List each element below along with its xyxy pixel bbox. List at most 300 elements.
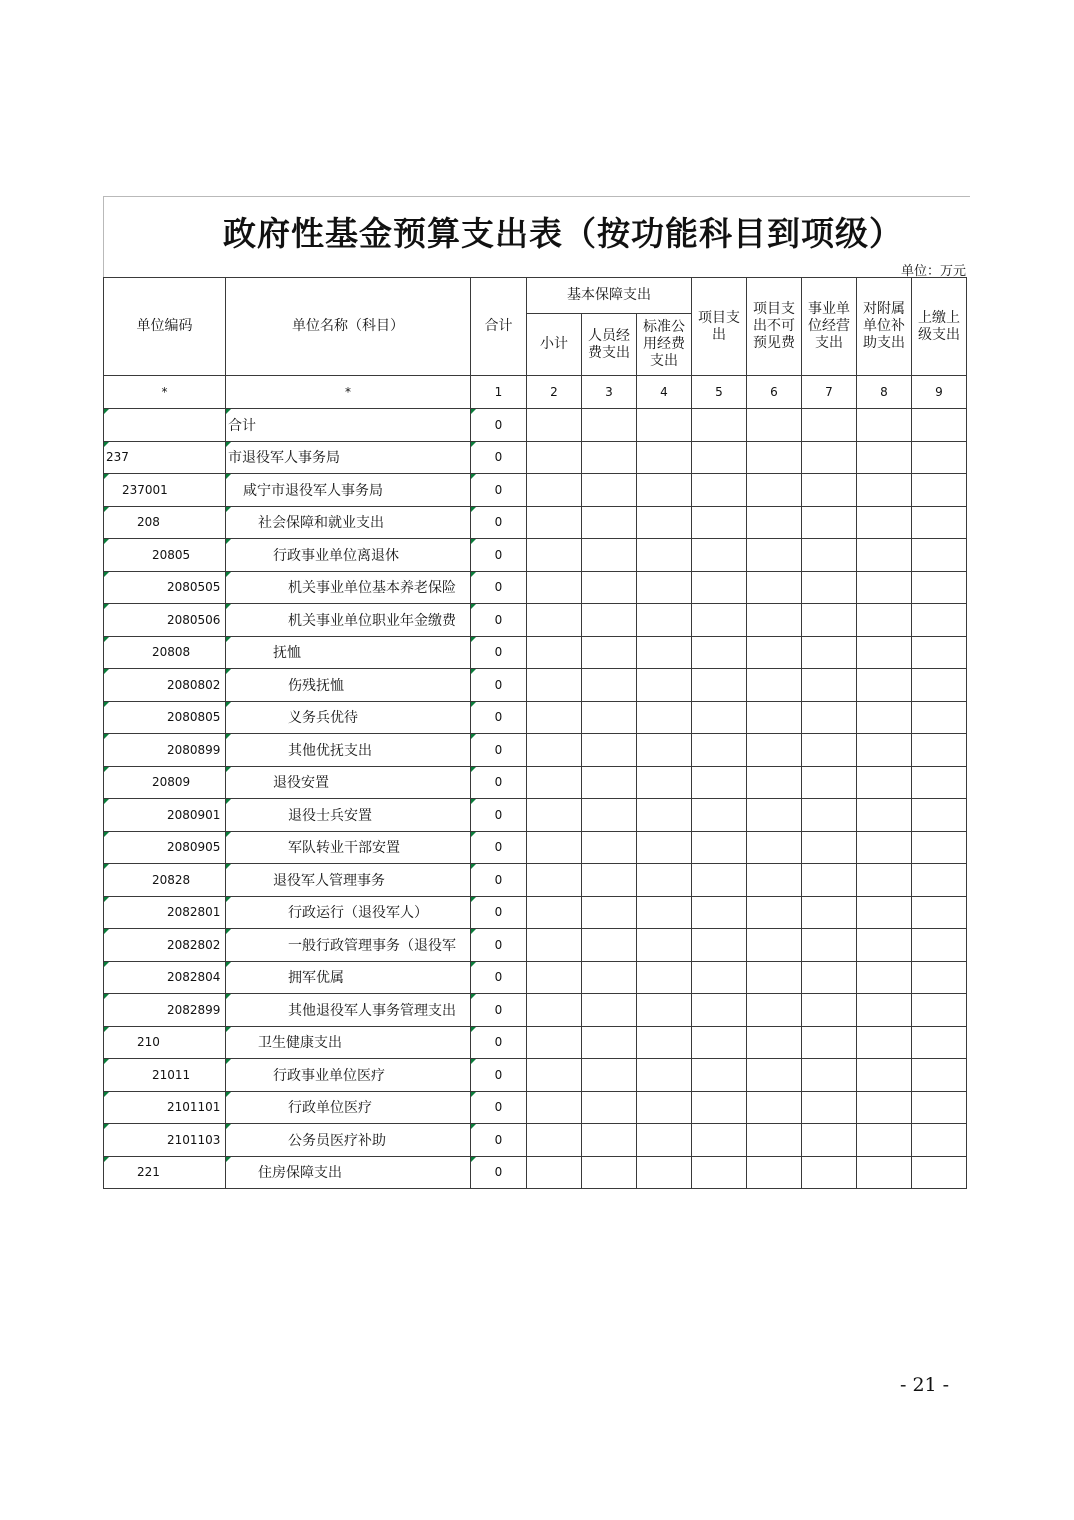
row-empty-cell[interactable] [692,636,747,669]
row-empty-cell[interactable] [527,734,582,767]
row-empty-cell[interactable] [857,766,912,799]
row-code[interactable]: 2082804 [104,961,226,994]
row-empty-cell[interactable] [857,831,912,864]
row-empty-cell[interactable] [527,766,582,799]
row-empty-cell[interactable] [747,1059,802,1092]
row-code[interactable]: 2080901 [104,799,226,832]
sheet-top-border [103,196,970,197]
row-empty-cell[interactable] [802,539,857,572]
row-empty-cell[interactable] [857,1059,912,1092]
row-name[interactable]: 退役士兵安置 [226,799,471,832]
row-empty-cell[interactable] [912,441,967,474]
row-name[interactable]: 一般行政管理事务（退役军 [226,929,471,962]
row-empty-cell[interactable] [747,1091,802,1124]
column-number: 3 [582,376,637,409]
row-name[interactable]: 市退役军人事务局 [226,441,471,474]
row-empty-cell[interactable] [527,669,582,702]
table-body [104,409,967,1189]
row-empty-cell[interactable] [912,1091,967,1124]
row-code[interactable]: 2080899 [104,734,226,767]
row-name[interactable]: 其他优抚支出 [226,734,471,767]
row-empty-cell[interactable] [527,409,582,442]
row-empty-cell[interactable] [692,539,747,572]
row-code[interactable] [104,409,226,442]
row-empty-cell[interactable] [857,864,912,897]
row-empty-cell[interactable] [912,474,967,507]
row-code[interactable]: 2082801 [104,896,226,929]
row-empty-cell[interactable] [747,831,802,864]
row-name[interactable]: 机关事业单位基本养老保险 [226,571,471,604]
row-total[interactable]: 0 [471,929,527,962]
row-empty-cell[interactable] [582,571,637,604]
row-empty-cell[interactable] [857,961,912,994]
page-number: - 21 - [900,1374,950,1396]
row-empty-cell[interactable] [857,994,912,1027]
column-number: 4 [637,376,692,409]
row-name[interactable]: 行政事业单位医疗 [226,1059,471,1092]
row-empty-cell[interactable] [857,1026,912,1059]
row-empty-cell[interactable] [802,766,857,799]
row-total[interactable]: 0 [471,669,527,702]
header-business: 事业单位经营支出 [802,278,857,376]
row-code[interactable]: 210 [104,1026,226,1059]
row-empty-cell[interactable] [912,539,967,572]
table-row [104,409,967,442]
row-empty-cell[interactable] [857,799,912,832]
row-empty-cell[interactable] [747,409,802,442]
table-row [104,506,967,539]
row-empty-cell[interactable] [637,734,692,767]
row-empty-cell[interactable] [527,994,582,1027]
row-empty-cell[interactable] [747,636,802,669]
row-empty-cell[interactable] [747,929,802,962]
row-empty-cell[interactable] [692,831,747,864]
row-empty-cell[interactable] [747,669,802,702]
row-total[interactable]: 0 [471,1059,527,1092]
row-empty-cell[interactable] [747,474,802,507]
row-total[interactable]: 0 [471,474,527,507]
row-empty-cell[interactable] [912,506,967,539]
row-empty-cell[interactable] [527,1026,582,1059]
row-total[interactable]: 0 [471,734,527,767]
row-empty-cell[interactable] [747,864,802,897]
row-empty-cell[interactable] [857,701,912,734]
row-empty-cell[interactable] [802,1059,857,1092]
row-empty-cell[interactable] [527,864,582,897]
row-empty-cell[interactable] [582,929,637,962]
row-total[interactable]: 0 [471,571,527,604]
row-empty-cell[interactable] [637,701,692,734]
row-empty-cell[interactable] [802,669,857,702]
row-empty-cell[interactable] [747,701,802,734]
row-empty-cell[interactable] [637,961,692,994]
row-empty-cell[interactable] [802,1026,857,1059]
row-empty-cell[interactable] [527,539,582,572]
row-name[interactable]: 卫生健康支出 [226,1026,471,1059]
row-name[interactable]: 公务员医疗补助 [226,1124,471,1157]
row-empty-cell[interactable] [747,799,802,832]
row-empty-cell[interactable] [692,474,747,507]
row-empty-cell[interactable] [582,961,637,994]
header-basic-group: 基本保障支出 [527,278,692,314]
row-empty-cell[interactable] [637,864,692,897]
row-empty-cell[interactable] [802,701,857,734]
sheet-left-border [103,196,104,278]
row-empty-cell[interactable] [857,734,912,767]
row-empty-cell[interactable] [912,1059,967,1092]
row-empty-cell[interactable] [692,506,747,539]
row-total[interactable]: 0 [471,701,527,734]
row-name[interactable]: 咸宁市退役军人事务局 [226,474,471,507]
row-empty-cell[interactable] [802,896,857,929]
table-row [104,896,967,929]
row-name[interactable]: 抚恤 [226,636,471,669]
row-empty-cell[interactable] [692,994,747,1027]
row-empty-cell[interactable] [747,766,802,799]
row-code[interactable]: 21011 [104,1059,226,1092]
row-total[interactable]: 0 [471,961,527,994]
row-empty-cell[interactable] [582,799,637,832]
row-name[interactable]: 伤残抚恤 [226,669,471,702]
row-empty-cell[interactable] [912,1156,967,1189]
row-name[interactable]: 军队转业干部安置 [226,831,471,864]
row-empty-cell[interactable] [912,409,967,442]
row-total[interactable]: 0 [471,409,527,442]
header-subtotal: 小计 [527,314,582,376]
row-code[interactable]: 221 [104,1156,226,1189]
row-empty-cell[interactable] [582,831,637,864]
row-empty-cell[interactable] [582,506,637,539]
row-total[interactable]: 0 [471,604,527,637]
row-empty-cell[interactable] [582,864,637,897]
table-row [104,1091,967,1124]
table-row [104,799,967,832]
row-name[interactable]: 义务兵优待 [226,701,471,734]
row-empty-cell[interactable] [857,441,912,474]
row-code[interactable]: 2080506 [104,604,226,637]
row-empty-cell[interactable] [637,799,692,832]
row-empty-cell[interactable] [912,1026,967,1059]
row-empty-cell[interactable] [692,961,747,994]
row-name[interactable]: 合计 [226,409,471,442]
row-name[interactable]: 社会保障和就业支出 [226,506,471,539]
row-empty-cell[interactable] [802,831,857,864]
budget-table [103,277,967,1189]
row-total[interactable]: 0 [471,1156,527,1189]
row-empty-cell[interactable] [857,1156,912,1189]
row-empty-cell[interactable] [802,409,857,442]
table-row [104,1124,967,1157]
row-empty-cell[interactable] [637,1026,692,1059]
row-empty-cell[interactable] [692,1156,747,1189]
row-empty-cell[interactable] [857,1091,912,1124]
row-empty-cell[interactable] [527,1091,582,1124]
row-name[interactable]: 其他退役军人事务管理支出 [226,994,471,1027]
row-empty-cell[interactable] [747,734,802,767]
row-empty-cell[interactable] [912,669,967,702]
row-empty-cell[interactable] [582,539,637,572]
row-empty-cell[interactable] [802,604,857,637]
row-empty-cell[interactable] [747,441,802,474]
row-empty-cell[interactable] [582,734,637,767]
row-empty-cell[interactable] [582,1124,637,1157]
row-empty-cell[interactable] [747,571,802,604]
row-name[interactable]: 行政单位医疗 [226,1091,471,1124]
column-number: 8 [857,376,912,409]
row-empty-cell[interactable] [747,1026,802,1059]
row-empty-cell[interactable] [802,506,857,539]
row-empty-cell[interactable] [637,441,692,474]
row-total[interactable]: 0 [471,766,527,799]
row-empty-cell[interactable] [637,1124,692,1157]
row-empty-cell[interactable] [637,896,692,929]
row-empty-cell[interactable] [857,539,912,572]
row-empty-cell[interactable] [747,961,802,994]
row-empty-cell[interactable] [637,1059,692,1092]
table-row [104,766,967,799]
row-empty-cell[interactable] [802,994,857,1027]
row-code[interactable]: 2082802 [104,929,226,962]
row-code[interactable]: 2080805 [104,701,226,734]
row-empty-cell[interactable] [802,636,857,669]
header-subsidy: 对附属单位补助支出 [857,278,912,376]
row-empty-cell[interactable] [857,896,912,929]
column-number: * [104,376,226,409]
row-empty-cell[interactable] [912,766,967,799]
table-row [104,734,967,767]
row-code[interactable]: 2080802 [104,669,226,702]
table-row [104,864,967,897]
row-empty-cell[interactable] [692,1059,747,1092]
row-empty-cell[interactable] [802,864,857,897]
row-empty-cell[interactable] [692,864,747,897]
row-name[interactable]: 行政运行（退役军人） [226,896,471,929]
row-name[interactable]: 住房保障支出 [226,1156,471,1189]
row-empty-cell[interactable] [582,636,637,669]
column-number: 9 [912,376,967,409]
row-empty-cell[interactable] [582,701,637,734]
row-empty-cell[interactable] [527,1124,582,1157]
row-empty-cell[interactable] [582,1156,637,1189]
row-empty-cell[interactable] [857,604,912,637]
row-total[interactable]: 0 [471,636,527,669]
row-total[interactable]: 0 [471,1026,527,1059]
row-total[interactable]: 0 [471,1091,527,1124]
row-empty-cell[interactable] [692,1124,747,1157]
row-empty-cell[interactable] [637,636,692,669]
row-code[interactable]: 237001 [104,474,226,507]
row-code[interactable]: 20828 [104,864,226,897]
row-empty-cell[interactable] [857,506,912,539]
row-code[interactable]: 2101103 [104,1124,226,1157]
row-empty-cell[interactable] [582,441,637,474]
row-empty-cell[interactable] [527,474,582,507]
row-empty-cell[interactable] [857,669,912,702]
row-total[interactable]: 0 [471,799,527,832]
row-empty-cell[interactable] [912,799,967,832]
row-empty-cell[interactable] [802,441,857,474]
row-empty-cell[interactable] [802,474,857,507]
row-empty-cell[interactable] [912,734,967,767]
row-empty-cell[interactable] [912,636,967,669]
table-row [104,1026,967,1059]
row-empty-cell[interactable] [912,864,967,897]
table-row [104,669,967,702]
row-empty-cell[interactable] [857,409,912,442]
row-empty-cell[interactable] [637,831,692,864]
row-empty-cell[interactable] [582,604,637,637]
row-empty-cell[interactable] [747,896,802,929]
row-empty-cell[interactable] [692,929,747,962]
row-empty-cell[interactable] [802,1124,857,1157]
row-name[interactable]: 退役军人管理事务 [226,864,471,897]
row-empty-cell[interactable] [692,604,747,637]
row-empty-cell[interactable] [582,1091,637,1124]
row-empty-cell[interactable] [527,506,582,539]
row-name[interactable]: 拥军优属 [226,961,471,994]
row-empty-cell[interactable] [692,669,747,702]
header-name: 单位名称（科目） [226,278,471,376]
row-empty-cell[interactable] [637,929,692,962]
row-empty-cell[interactable] [747,539,802,572]
row-empty-cell[interactable] [637,1091,692,1124]
row-empty-cell[interactable] [692,409,747,442]
row-code[interactable]: 208 [104,506,226,539]
row-empty-cell[interactable] [692,441,747,474]
row-name[interactable]: 机关事业单位职业年金缴费 [226,604,471,637]
row-code[interactable]: 2101101 [104,1091,226,1124]
row-empty-cell[interactable] [527,961,582,994]
row-empty-cell[interactable] [527,571,582,604]
row-total[interactable]: 0 [471,864,527,897]
column-number: 1 [471,376,527,409]
row-total[interactable]: 0 [471,441,527,474]
row-empty-cell[interactable] [527,831,582,864]
row-empty-cell[interactable] [527,441,582,474]
row-empty-cell[interactable] [912,896,967,929]
row-empty-cell[interactable] [912,604,967,637]
row-total[interactable]: 0 [471,506,527,539]
row-code[interactable]: 20805 [104,539,226,572]
row-empty-cell[interactable] [637,474,692,507]
row-empty-cell[interactable] [912,994,967,1027]
row-empty-cell[interactable] [692,571,747,604]
row-empty-cell[interactable] [582,896,637,929]
row-code[interactable]: 2080505 [104,571,226,604]
row-empty-cell[interactable] [912,571,967,604]
row-empty-cell[interactable] [857,636,912,669]
row-total[interactable]: 0 [471,1124,527,1157]
header-total: 合计 [471,278,527,376]
row-empty-cell[interactable] [527,1059,582,1092]
row-name[interactable]: 退役安置 [226,766,471,799]
header-code: 单位编码 [104,278,226,376]
row-empty-cell[interactable] [582,766,637,799]
row-empty-cell[interactable] [912,1124,967,1157]
row-empty-cell[interactable] [857,571,912,604]
row-empty-cell[interactable] [527,701,582,734]
row-empty-cell[interactable] [692,766,747,799]
header-personnel: 人员经费支出 [582,314,637,376]
row-empty-cell[interactable] [527,929,582,962]
row-empty-cell[interactable] [637,1156,692,1189]
row-empty-cell[interactable] [912,929,967,962]
table-row [104,1059,967,1092]
row-code[interactable]: 2082899 [104,994,226,1027]
row-empty-cell[interactable] [637,571,692,604]
row-empty-cell[interactable] [637,409,692,442]
row-empty-cell[interactable] [912,831,967,864]
row-empty-cell[interactable] [637,669,692,702]
column-number-row [104,376,967,409]
row-empty-cell[interactable] [527,896,582,929]
row-empty-cell[interactable] [527,636,582,669]
row-code[interactable]: 20809 [104,766,226,799]
row-empty-cell[interactable] [637,539,692,572]
row-empty-cell[interactable] [582,409,637,442]
row-empty-cell[interactable] [692,896,747,929]
row-empty-cell[interactable] [692,799,747,832]
row-empty-cell[interactable] [582,474,637,507]
row-empty-cell[interactable] [692,1026,747,1059]
row-empty-cell[interactable] [802,1156,857,1189]
row-total[interactable]: 0 [471,831,527,864]
row-empty-cell[interactable] [857,474,912,507]
row-empty-cell[interactable] [747,604,802,637]
unit-label: 单位：万元 [900,264,966,279]
row-empty-cell[interactable] [637,766,692,799]
row-empty-cell[interactable] [802,571,857,604]
row-empty-cell[interactable] [582,669,637,702]
row-empty-cell[interactable] [582,1059,637,1092]
row-empty-cell[interactable] [527,1156,582,1189]
row-empty-cell[interactable] [747,994,802,1027]
row-empty-cell[interactable] [692,1091,747,1124]
row-empty-cell[interactable] [802,961,857,994]
row-empty-cell[interactable] [912,961,967,994]
row-empty-cell[interactable] [857,1124,912,1157]
row-code[interactable]: 20808 [104,636,226,669]
row-empty-cell[interactable] [747,1156,802,1189]
row-code[interactable]: 237 [104,441,226,474]
row-empty-cell[interactable] [802,799,857,832]
row-empty-cell[interactable] [637,506,692,539]
table-row [104,929,967,962]
row-total[interactable]: 0 [471,539,527,572]
row-empty-cell[interactable] [527,799,582,832]
table-row [104,441,967,474]
row-empty-cell[interactable] [582,1026,637,1059]
column-number: 7 [802,376,857,409]
row-empty-cell[interactable] [857,929,912,962]
row-empty-cell[interactable] [747,1124,802,1157]
row-empty-cell[interactable] [527,604,582,637]
row-empty-cell[interactable] [692,734,747,767]
row-total[interactable]: 0 [471,896,527,929]
row-name[interactable]: 行政事业单位离退休 [226,539,471,572]
row-total[interactable]: 0 [471,994,527,1027]
row-empty-cell[interactable] [802,734,857,767]
row-empty-cell[interactable] [637,604,692,637]
row-code[interactable]: 2080905 [104,831,226,864]
row-empty-cell[interactable] [637,994,692,1027]
row-empty-cell[interactable] [802,929,857,962]
row-empty-cell[interactable] [912,701,967,734]
row-empty-cell[interactable] [582,994,637,1027]
row-empty-cell[interactable] [747,506,802,539]
row-empty-cell[interactable] [802,1091,857,1124]
row-empty-cell[interactable] [692,701,747,734]
